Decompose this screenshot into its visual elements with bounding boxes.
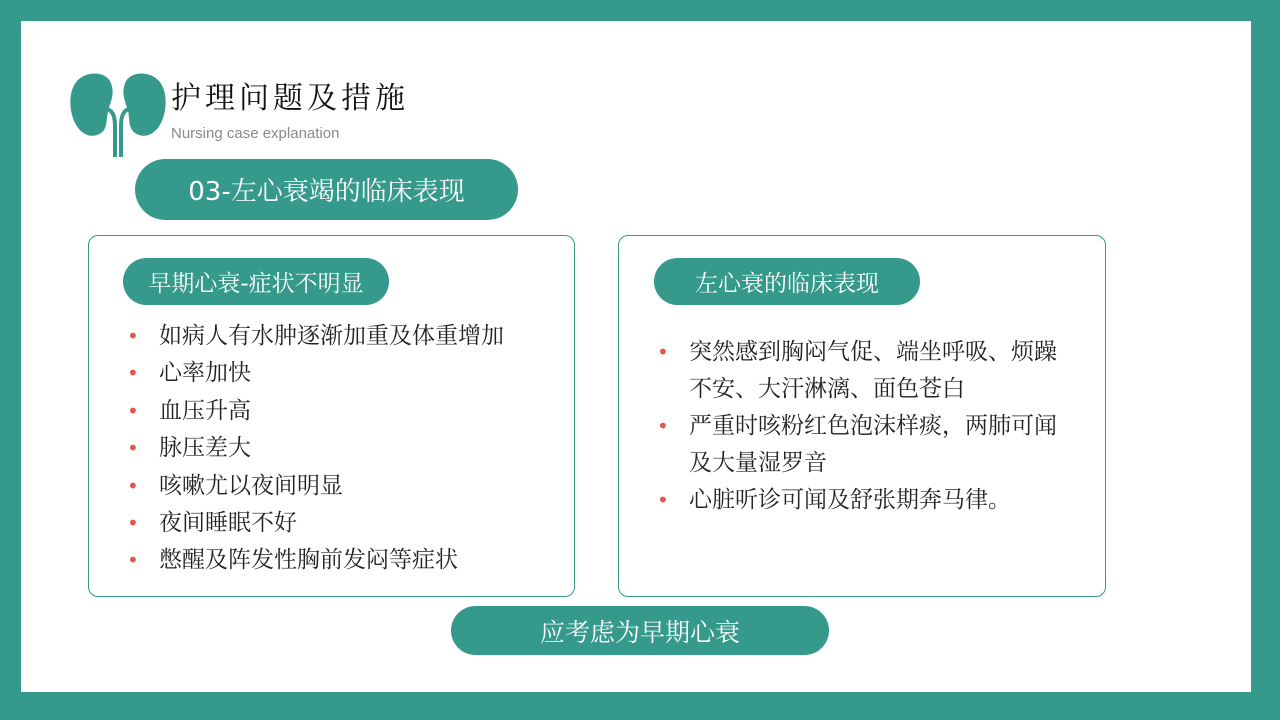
conclusion-text: 应考虑为早期心衰 — [539, 617, 740, 647]
conclusion-label — [451, 606, 829, 655]
card-label-clinical — [654, 258, 920, 305]
kidney-icon — [70, 71, 166, 157]
list-item: • 脉压差大 — [125, 430, 555, 467]
early-heart-failure-card — [88, 235, 575, 597]
clinical-symptom-list — [655, 334, 1075, 519]
page-subtitle: Nursing case explanation — [171, 125, 340, 142]
left-heart-failure-card — [618, 235, 1106, 597]
list-item: • 严重时咳粉红色泡沫样痰，两肺可闻及大量湿罗音 — [655, 408, 1075, 482]
list-item: • 血压升高 — [125, 393, 555, 430]
card-label-early-text: 早期心衰-症状不明显 — [148, 271, 364, 297]
section-label-text: 03-左心衰竭的临床表现 — [188, 177, 465, 207]
list-item: • 突然感到胸闷气促、端坐呼吸、烦躁不安、大汗淋漓、面色苍白 — [655, 334, 1075, 408]
list-item: • 咳嗽尤以夜间明显 — [125, 468, 555, 505]
list-item: • 心率加快 — [125, 355, 555, 392]
list-item: • 憋醒及阵发性胸前发闷等症状 — [125, 542, 555, 579]
section-label — [135, 159, 518, 220]
list-item: • 心脏听诊可闻及舒张期奔马律。 — [655, 482, 1075, 519]
card-label-clinical-text: 左心衰的临床表现 — [695, 271, 879, 297]
list-item: • 如病人有水肿逐渐加重及体重增加 — [125, 318, 555, 355]
page-title: 护理问题及措施 — [171, 81, 409, 116]
early-symptom-list — [125, 318, 555, 580]
list-item: • 夜间睡眠不好 — [125, 505, 555, 542]
slide — [21, 21, 1251, 692]
card-label-early — [123, 258, 389, 305]
